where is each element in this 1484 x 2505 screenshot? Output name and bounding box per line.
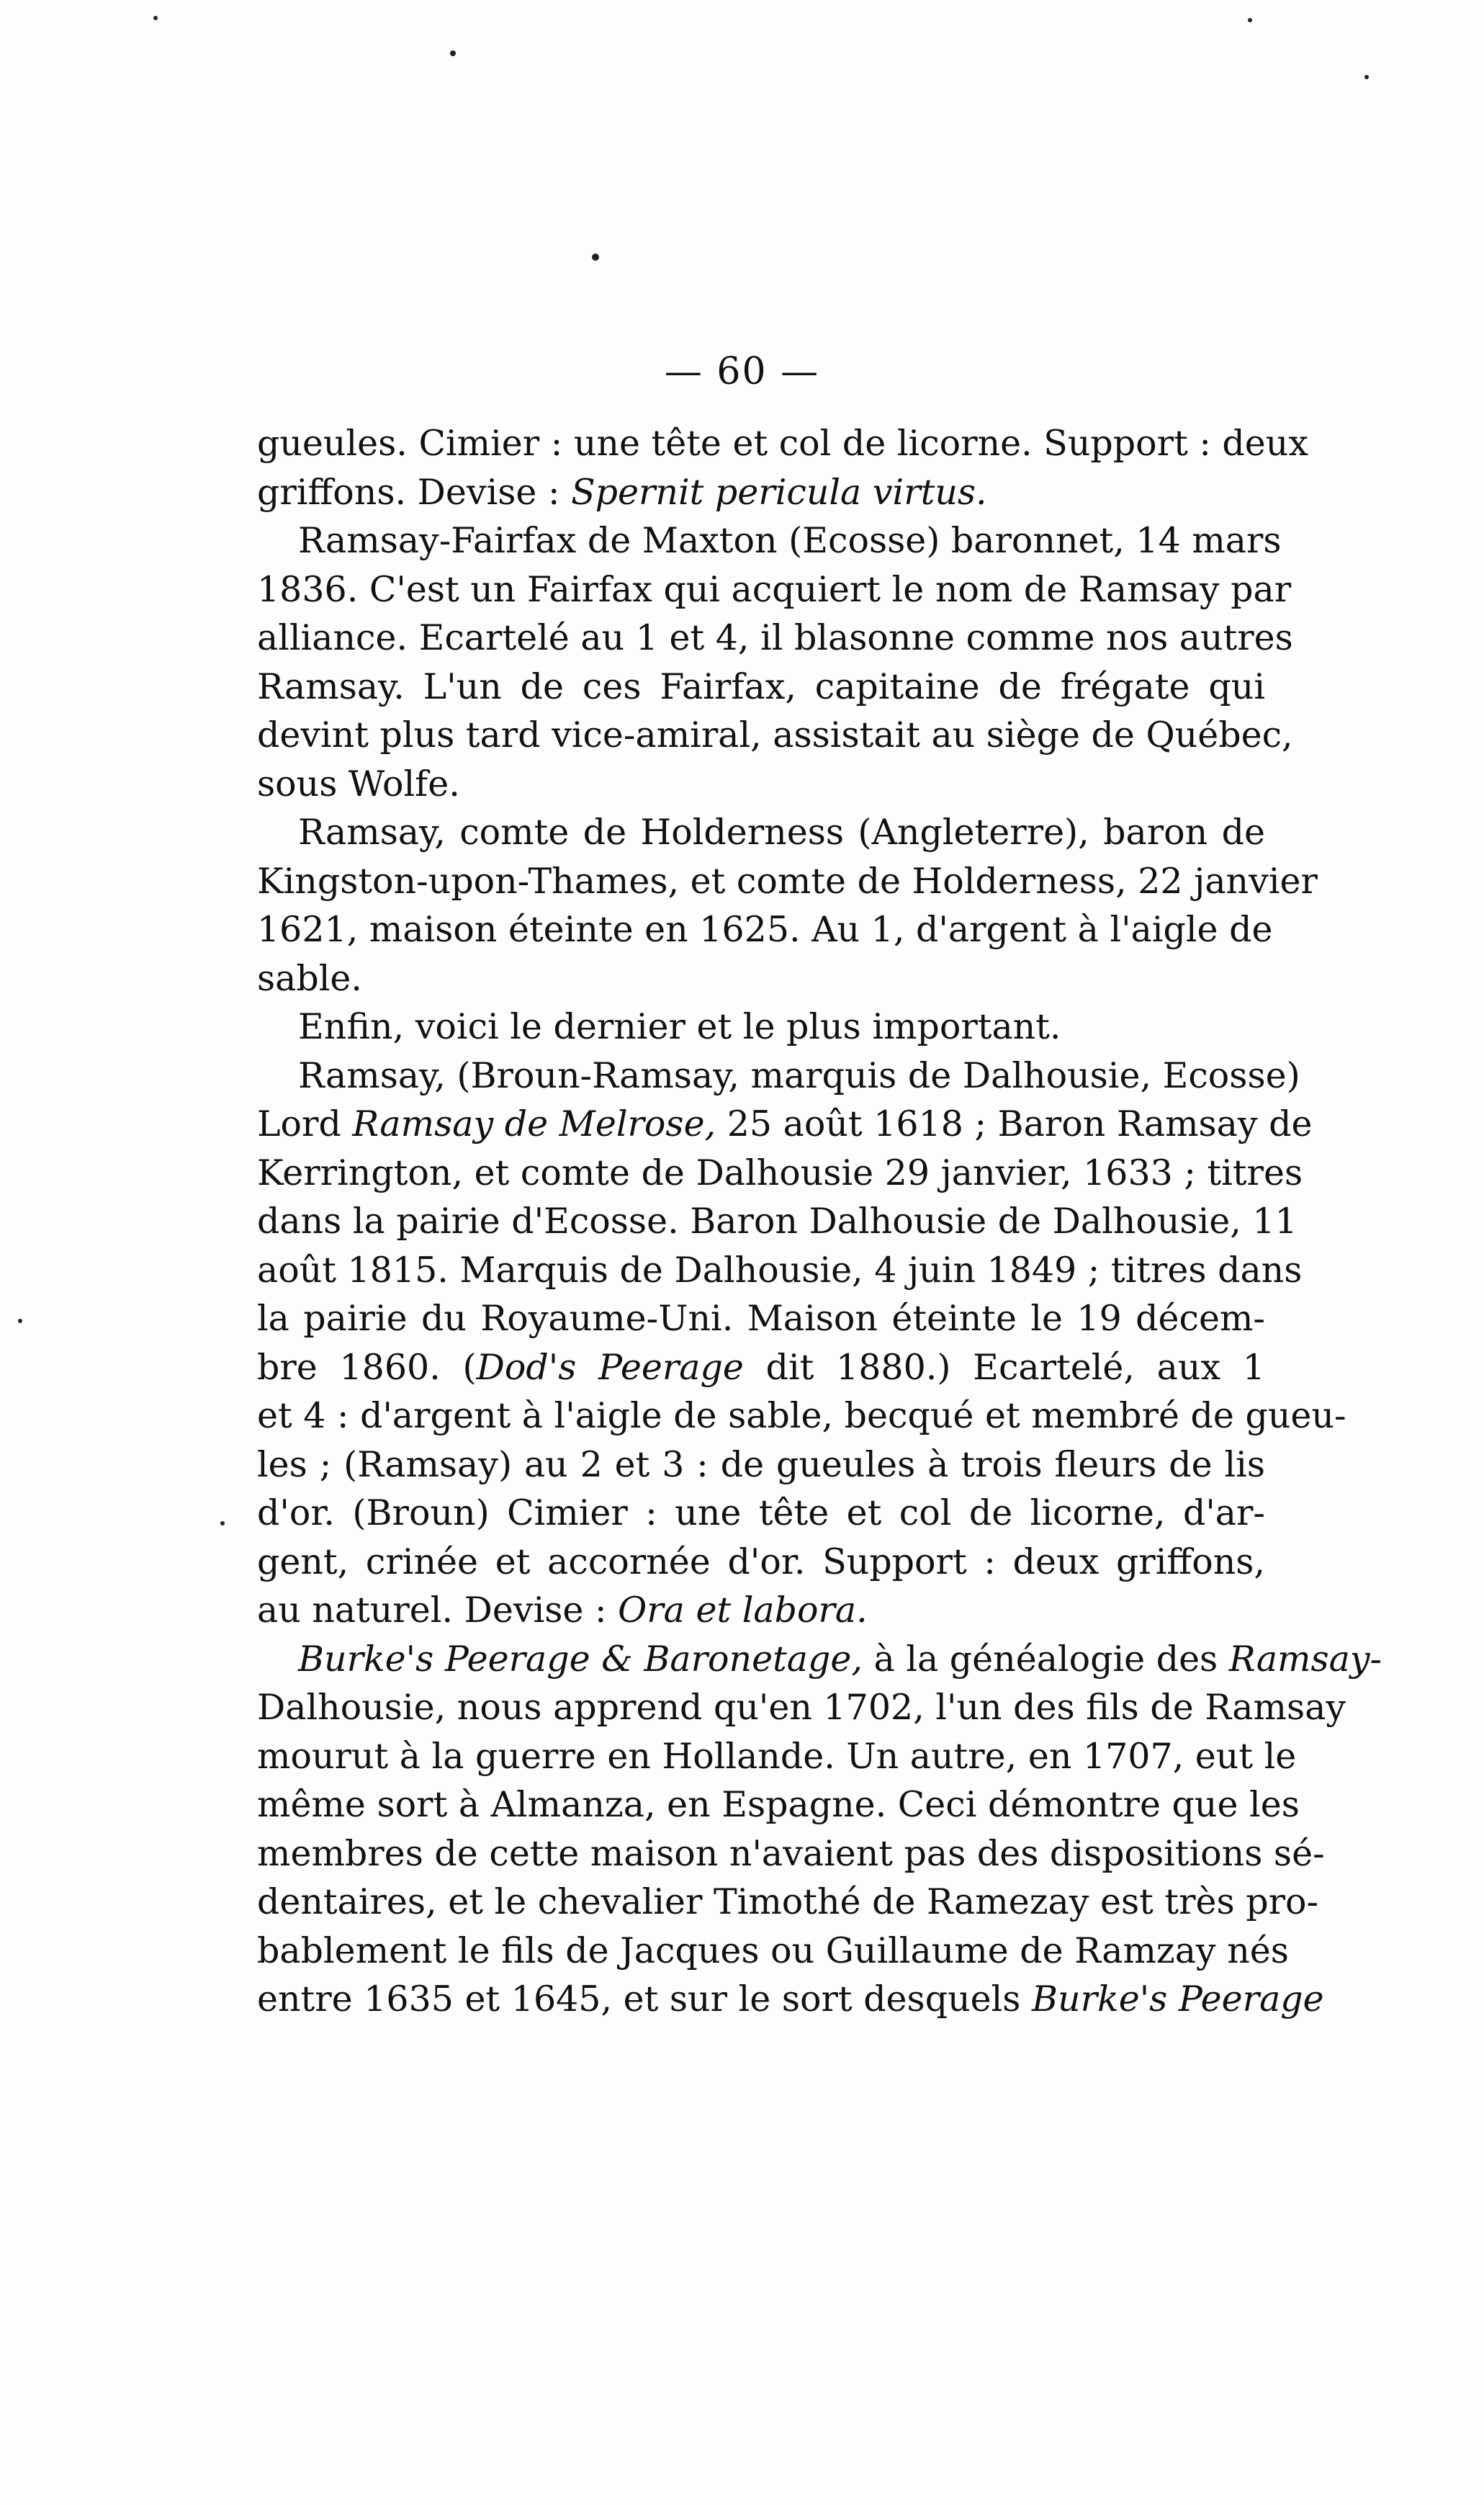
text-run: sable. bbox=[257, 957, 362, 999]
text-run: devint plus tard vice-amiral, assistait au siège de Québec, bbox=[257, 714, 1293, 756]
text-run: sous Wolfe. bbox=[257, 763, 460, 805]
italic-run: Ramsay- bbox=[1228, 1638, 1382, 1680]
text-run: Kingston-upon-Thames, et comte de Holderness, 22 janvier bbox=[257, 860, 1318, 902]
scan-speck bbox=[1364, 75, 1369, 79]
text-line bbox=[257, 1780, 1300, 1829]
text-run: Kerrington, et comte de Dalhousie 29 janvier, 1633 ; titres bbox=[257, 1152, 1303, 1193]
text-line bbox=[257, 1927, 1289, 1976]
scan-speck bbox=[1248, 18, 1252, 22]
text-line bbox=[257, 516, 1282, 565]
text-run: la pairie du Royaume-Uni. Maison éteinte le 19 décem- bbox=[257, 1298, 1265, 1339]
text-run: Lord bbox=[257, 1103, 353, 1144]
text-run: griffons. Devise : bbox=[257, 471, 572, 513]
text-line bbox=[257, 1975, 1324, 2024]
text-line bbox=[257, 1586, 1265, 1635]
text-line bbox=[257, 1100, 1313, 1149]
text-run: et 4 : d'argent à l'aigle de sable, becqué et membré de gueu- bbox=[257, 1395, 1346, 1436]
paragraph-p4 bbox=[257, 1003, 1265, 1052]
italic-run: Burke's Peerage & Baronetage, bbox=[298, 1638, 863, 1680]
italic-run: Burke's Peerage bbox=[1032, 1979, 1324, 2020]
scan-speck bbox=[450, 50, 456, 56]
text-line bbox=[257, 1052, 1300, 1101]
text-run: alliance. Ecartelé au 1 et 4, il blasonne comme nos autres bbox=[257, 617, 1293, 658]
text-line bbox=[257, 1294, 1265, 1343]
text-run: Ramsay-Fairfax de Maxton (Ecosse) baronnet, 14 mars bbox=[298, 520, 1282, 561]
text-line bbox=[257, 1489, 1265, 1538]
text-line bbox=[257, 1392, 1346, 1440]
scan-speck bbox=[592, 254, 599, 261]
text-run: dentaires, et le chevalier Timothé de Ramezay est très pro- bbox=[257, 1881, 1319, 1922]
scan-speck bbox=[153, 16, 158, 20]
text-line bbox=[257, 1635, 1382, 1684]
scan-speck bbox=[220, 1521, 225, 1525]
paragraph-p6 bbox=[257, 1635, 1382, 2024]
text-run: membres de cette maison n'avaient pas des dispositions sé- bbox=[257, 1832, 1325, 1874]
text-line bbox=[257, 808, 1265, 857]
text-run: mourut à la guerre en Hollande. Un autre, en 1707, eut le bbox=[257, 1735, 1297, 1777]
paragraph-p2 bbox=[257, 516, 1293, 808]
text-line bbox=[257, 1246, 1303, 1295]
italic-run: Ramsay de Melrose, bbox=[352, 1103, 716, 1144]
text-run: dans la pairie d'Ecosse. Baron Dalhousie de Dalhousie, 11 bbox=[257, 1201, 1298, 1242]
paragraph-p3 bbox=[257, 808, 1318, 1003]
text-line bbox=[257, 663, 1265, 712]
text-line bbox=[257, 1343, 1265, 1392]
text-line bbox=[257, 760, 1265, 809]
text-line bbox=[257, 1878, 1319, 1927]
text-run: 25 août 1618 ; Baron Ramsay de bbox=[716, 1103, 1313, 1144]
text-line bbox=[257, 711, 1293, 760]
text-run: bre 1860. ( bbox=[257, 1346, 477, 1388]
text-run: gent, crinée et accornée d'or. Support : deux griffons, bbox=[257, 1541, 1265, 1582]
text-run: Ramsay, (Broun-Ramsay, marquis de Dalhousie, Ecosse) bbox=[298, 1054, 1300, 1096]
text-run: entre 1635 et 1645, et sur le sort desquels bbox=[257, 1979, 1033, 2020]
text-run: dit 1880.) Ecartelé, aux 1 bbox=[743, 1346, 1265, 1388]
text-line bbox=[257, 468, 1265, 517]
text-line bbox=[257, 857, 1318, 906]
text-line bbox=[257, 1538, 1265, 1587]
paragraph-p5 bbox=[257, 1052, 1346, 1635]
text-line bbox=[257, 1197, 1298, 1246]
text-run: 1836. C'est un Fairfax qui acquiert le nom de Ramsay par bbox=[257, 568, 1292, 610]
text-line bbox=[257, 1829, 1325, 1878]
text-line bbox=[257, 565, 1292, 614]
page-number: — 60 — bbox=[664, 350, 820, 393]
body-text bbox=[257, 419, 1382, 2024]
text-line bbox=[257, 1683, 1346, 1732]
text-line bbox=[257, 614, 1293, 663]
text-line bbox=[257, 954, 1265, 1003]
text-run: à la généalogie des bbox=[862, 1638, 1229, 1680]
paragraph-p1 bbox=[257, 419, 1308, 516]
text-line bbox=[257, 905, 1273, 954]
text-run: les ; (Ramsay) au 2 et 3 : de gueules à trois fleurs de lis bbox=[257, 1443, 1265, 1485]
scan-speck bbox=[18, 1319, 22, 1323]
text-line bbox=[257, 1003, 1265, 1052]
text-line bbox=[257, 1149, 1303, 1198]
italic-run: Dod's Peerage bbox=[476, 1346, 744, 1388]
text-line bbox=[257, 1732, 1297, 1781]
text-run: août 1815. Marquis de Dalhousie, 4 juin 1849 ; titres dans bbox=[257, 1249, 1303, 1291]
italic-run: Spernit pericula virtus. bbox=[571, 471, 987, 513]
text-run: Ramsay. L'un de ces Fairfax, capitaine de frégate qui bbox=[257, 666, 1265, 707]
text-line bbox=[257, 1440, 1265, 1489]
text-run: d'or. (Broun) Cimier : une tête et col de licorne, d'ar- bbox=[257, 1492, 1265, 1533]
text-run: au naturel. Devise : bbox=[257, 1590, 619, 1631]
italic-run: Ora et labora. bbox=[618, 1590, 868, 1631]
text-run: Ramsay, comte de Holderness (Angleterre), baron de bbox=[298, 812, 1265, 853]
text-run: Dalhousie, nous apprend qu'en 1702, l'un des fils de Ramsay bbox=[257, 1687, 1346, 1728]
text-run: gueules. Cimier : une tête et col de licorne. Support : deux bbox=[257, 423, 1308, 464]
text-line bbox=[257, 419, 1308, 468]
text-run: même sort à Almanza, en Espagne. Ceci démontre que les bbox=[257, 1784, 1300, 1825]
text-run: 1621, maison éteinte en 1625. Au 1, d'argent à l'aigle de bbox=[257, 909, 1273, 950]
text-run: bablement le fils de Jacques ou Guillaume de Ramzay nés bbox=[257, 1930, 1289, 1971]
text-run: Enfin, voici le dernier et le plus important. bbox=[298, 1006, 1061, 1047]
